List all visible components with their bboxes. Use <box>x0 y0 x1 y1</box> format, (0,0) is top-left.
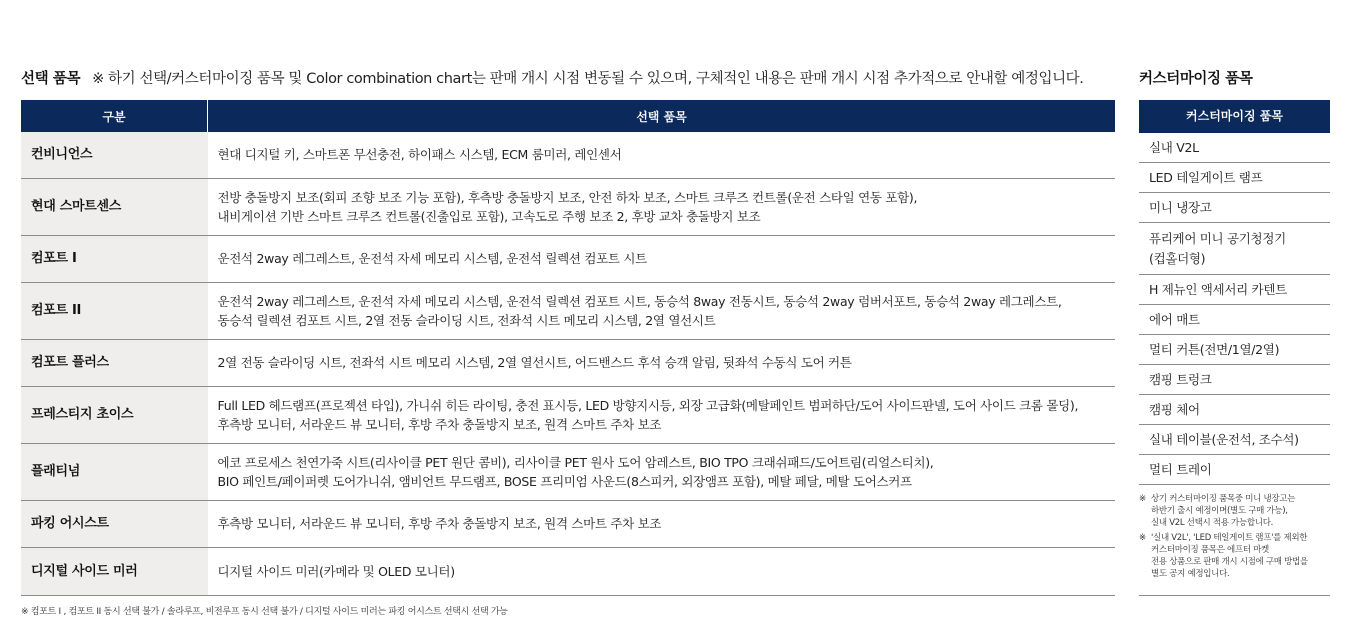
list-item <box>1139 335 1330 365</box>
row-items-line: 현대 디지털 키, 스마트폰 무선충전, 하이패스 시스템, ECM 룸미러, 레인센서 <box>217 147 622 163</box>
list-item <box>1139 425 1330 455</box>
row-items-line: 후측방 모니터, 서라운드 뷰 모니터, 후방 주차 충돌방지 보조, 원격 스마트 주차 보조 <box>217 516 662 531</box>
customizing-table-header: 커스터마이징 품목 <box>1139 100 1330 133</box>
list-item <box>1139 163 1330 193</box>
row-items-line: BIO 페인트/페이퍼렛 도어가니쉬, 앰비언트 무드램프, BOSE 프리미엄 사운드(8스피커, 외장앰프 포함), 메탈 페달, 메탈 도어스커프 <box>217 473 912 489</box>
list-item-label: 에어 매트 <box>1149 311 1200 327</box>
note-mark: ※ <box>1139 533 1146 543</box>
note-line: 커스터마이징 품목은 에프터 마켓 <box>1151 545 1269 555</box>
table-row <box>21 282 1115 339</box>
header-category: 구분 <box>21 100 208 132</box>
row-category: 디지털 사이드 미러 <box>21 547 208 595</box>
list-item-label: H 제뉴인 액세서리 카텐트 <box>1149 281 1287 297</box>
customizing-section <box>1139 66 1330 583</box>
row-category: 파킹 어시스트 <box>21 500 208 547</box>
selection-notice: ※ 하기 선택/커스터마이징 품목 및 Color combination chart는 판매 개시 시점 변동될 수 있으며, 구체적인 내용은 판매 개시 시점 추가적으로 안내할 예정입니다. <box>92 71 1084 87</box>
row-category: 현대 스마트센스 <box>21 178 208 235</box>
customizing-notes <box>1139 493 1330 580</box>
list-item-label: (컵홀더형) <box>1149 250 1206 266</box>
row-items-line: 에코 프로세스 천연가죽 시트(리사이클 PET 원단 콤비), 리사이클 PET 원사 도어 암레스트, BIO TPO 크래쉬패드/도어트림(리얼스티치), <box>217 454 934 470</box>
note-line: 하반기 출시 예정이며(별도 구매 가능), <box>1151 506 1288 516</box>
row-items-line: 운전석 2way 레그레스트, 운전석 자세 메모리 시스템, 운전석 릴렉션 컴포트 시트, 동승석 8way 전동시트, 동승석 2way 럼버서포트, 동승석 2way 레그레스트, <box>217 293 1062 309</box>
row-items <box>208 547 1116 595</box>
row-items-line: 동승석 릴렉션 컴포트 시트, 2열 전동 슬라이딩 시트, 전좌석 시트 메모리 시스템, 2열 열선시트 <box>217 312 716 328</box>
note-line: 별도 공지 예정입니다. <box>1151 569 1230 579</box>
row-items-line: 디지털 사이드 미러(카메라 및 OLED 모니터) <box>217 563 455 579</box>
customizing-note <box>1139 532 1330 580</box>
row-items-line: 후측방 모니터, 서라운드 뷰 모니터, 후방 주차 충돌방지 보조, 원격 스마트 주차 보조 <box>217 416 662 432</box>
table-row <box>21 178 1115 235</box>
list-item-label: 캠핑 체어 <box>1149 401 1200 417</box>
list-item <box>1139 395 1330 425</box>
row-items-line: 운전석 2way 레그레스트, 운전석 자세 메모리 시스템, 운전석 릴렉션 컴포트 시트 <box>217 251 647 266</box>
table-row <box>21 386 1115 443</box>
list-item <box>1139 455 1330 485</box>
table-row <box>21 443 1115 500</box>
list-item-label: 멀티 커튼(전면/1열/2열) <box>1149 341 1280 357</box>
table-header-row <box>21 100 1115 132</box>
table-row <box>21 339 1115 386</box>
row-items <box>208 132 1116 178</box>
row-category: 컨비니언스 <box>21 132 208 178</box>
row-category: 컴포트 II <box>21 282 208 339</box>
list-item-label: 퓨리케어 미니 공기청정기 <box>1149 230 1286 246</box>
row-category: 플래티넘 <box>21 443 208 500</box>
row-items-line: 2열 전동 슬라이딩 시트, 전좌석 시트 메모리 시스템, 2열 열선시트, 어드밴스드 후석 승객 알림, 뒷좌석 수동식 도어 커튼 <box>217 355 852 370</box>
row-items-line: Full LED 헤드램프(프로젝션 타입), 가니쉬 히든 라이팅, 충전 표시등, LED 방향지시등, 외장 고급화(메탈페인트 범퍼하단/도어 사이드판넬, 도어 사이드 크롬 몰딩), <box>217 397 1079 413</box>
list-item <box>1139 365 1330 395</box>
note-line: 상기 커스터마이징 품목중 미니 냉장고는 <box>1151 494 1296 504</box>
table-row <box>21 547 1115 595</box>
table-row <box>21 132 1115 178</box>
table-row <box>21 500 1115 547</box>
list-item <box>1139 223 1330 275</box>
row-items <box>208 178 1116 235</box>
row-items-line: 내비게이션 기반 스마트 크루즈 컨트롤(진출입로 포함), 고속도로 주행 보조 2, 후방 교차 충돌방지 보조 <box>217 208 761 224</box>
selection-table <box>21 100 1115 596</box>
header-items: 선택 품목 <box>208 100 1116 132</box>
list-item-label: 캠핑 트렁크 <box>1149 371 1212 387</box>
selection-title: 선택 품목 <box>21 71 81 87</box>
selection-footnote: ※ 컴포트 I , 컴포트 II 동시 선택 불가 / 솔라루프, 비전루프 동시 선택 불가 / 디지털 사이드 미러는 파킹 어시스트 선택시 선택 가능 <box>21 607 508 617</box>
note-line: '실내 V2L', 'LED 테일게이트 램프'를 제외한 <box>1151 533 1308 543</box>
row-items <box>208 386 1116 443</box>
note-line: 실내 V2L 선택시 적용 가능합니다. <box>1151 518 1274 528</box>
list-item-label: 실내 테이블(운전석, 조수석) <box>1149 431 1299 447</box>
selection-section <box>21 66 1115 596</box>
list-item-label: 미니 냉장고 <box>1149 199 1212 215</box>
note-line: 전용 상품으로 판매 개시 시점에 구매 방법을 <box>1151 557 1308 567</box>
row-category: 프레스티지 초이스 <box>21 386 208 443</box>
row-category: 컴포트 플러스 <box>21 339 208 386</box>
row-items-line: 전방 충돌방지 보조(회피 조향 보조 기능 포함), 후측방 충돌방지 보조, 안전 하차 보조, 스마트 크루즈 컨트롤(운전 스타일 연동 포함), <box>217 189 918 205</box>
customizing-title: 커스터마이징 품목 <box>1139 71 1253 87</box>
note-mark: ※ <box>1139 494 1146 504</box>
list-item-label: 멀티 트레이 <box>1149 461 1212 477</box>
row-items <box>208 443 1116 500</box>
list-item <box>1139 305 1330 335</box>
table-row <box>21 235 1115 282</box>
list-item-label: 실내 V2L <box>1149 139 1199 155</box>
list-item-label: LED 테일게이트 램프 <box>1149 169 1263 185</box>
row-items <box>208 500 1116 547</box>
list-item <box>1139 133 1330 163</box>
row-items <box>208 235 1116 282</box>
customizing-note <box>1139 493 1330 529</box>
list-item <box>1139 275 1330 305</box>
customizing-bottom-rule <box>1139 595 1330 596</box>
selection-heading <box>21 66 1115 92</box>
list-item <box>1139 193 1330 223</box>
row-category: 컴포트 I <box>21 235 208 282</box>
row-items <box>208 339 1116 386</box>
row-items <box>208 282 1116 339</box>
